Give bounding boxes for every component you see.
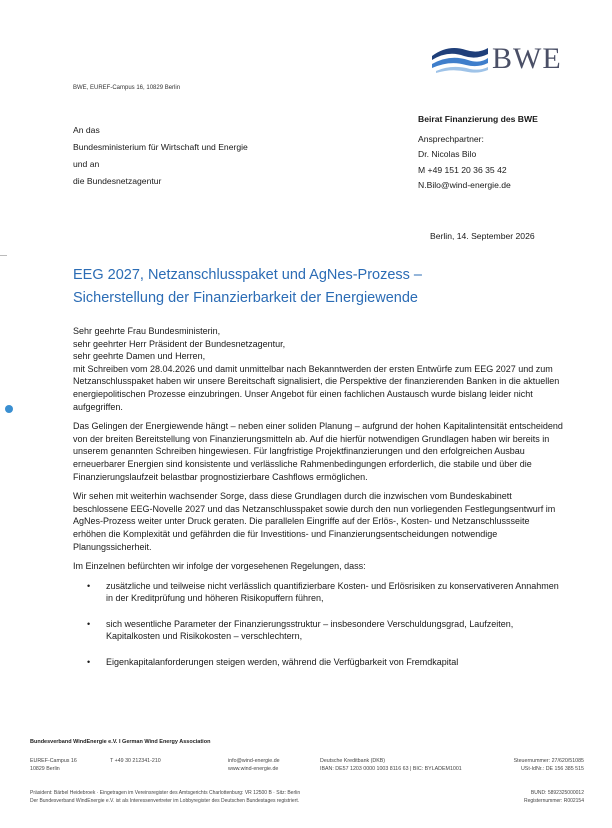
- footer-web: [228, 758, 280, 773]
- salutation-line: Sehr geehrte Frau Bundesministerin,: [73, 326, 221, 336]
- recipient-line: die Bundesnetzagentur: [73, 176, 162, 186]
- footer-line: Deutsche Kreditbank (DKB): [320, 758, 386, 764]
- bwe-logo: [430, 40, 570, 76]
- wind-wave-logo-icon: [430, 40, 490, 76]
- footer-registry: [524, 790, 584, 805]
- footer-phone: [110, 758, 161, 766]
- footer-organization: Bundesverband WindEnergie e.V. I German Wind Energy Association: [30, 739, 211, 745]
- recipient-block: [73, 122, 248, 190]
- footer-line: Registernummer: R002154: [523, 797, 584, 804]
- paragraph: Das Gelingen der Energiewende hängt – neben einer soliden Planung – aufgrund der hohen Kapitalintensität entscheidend von der breiten Bereitstellung von Finanzierungsmitteln ab. Auf die hierfür notwendigen Grundlagen haben wir bereits in unserem genannten Schreiben hingewiesen. Für langfristige Projektfinanzierungen und den erfolgreichen Ausbau erneuerbarer Energien sind konsistente und verlässliche Rahmenbedingungen erforderlich, die stabile und über die Finanzierungslaufzeit belastbar prognostizierbare Cashflows ermöglichen.: [73, 421, 563, 482]
- salutation: [73, 325, 563, 363]
- footer-line: IBAN: DE57 1203 0000 1003 8116 63 | BIC: BYLADEM1001: [320, 765, 462, 772]
- paragraph: Im Einzelnen befürchten wir infolge der vorgesehenen Regelungen, dass:: [73, 561, 366, 572]
- contact-block: [418, 112, 538, 194]
- logo-wordmark: BWE: [492, 42, 562, 75]
- paragraph: Wir sehen mit weiterhin wachsender Sorge, dass diese Grundlagen durch die inzwischen vom Bundeskabinett beschlossene EEG-Novelle 2027 und das Netzanschlusspaket sowie durch den nun vorliegenden Festlegungsentwurf im AgNes-Prozess weiter unter Druck geraten. Die parallelen Eingriffe auf der Erlös-, Kosten- und Netzanschlussseite erhöhen die Komplexität und gefährden die für Investitions- und Finanzierungsentscheidungen notwendige Planungssicherheit.: [73, 491, 556, 552]
- footer-line: Präsident: Bärbel Heidebroek · Eingetragen im Vereinsregister des Amtsgerichts Charlottenburg: VR 12500 B · Sitz: Berlin: [30, 790, 301, 796]
- footer-line: info@wind-energie.de: [228, 758, 280, 764]
- footer-line: Der Bundesverband WindEnergie e.V. ist als Interessenvertreter im Lobbyregister des Deutschen Bundestages registriert.: [30, 797, 300, 804]
- contact-title: Beirat Finanzierung des BWE: [418, 114, 538, 124]
- salutation-line: sehr geehrte Damen und Herren,: [73, 351, 206, 362]
- footer-legal: [30, 790, 300, 805]
- letter-date: Berlin, 14. September 2026: [430, 231, 535, 241]
- concern-list: [73, 580, 563, 669]
- contact-label: Ansprechpartner:: [418, 133, 484, 144]
- footer-line: USt-IdNr.: DE 156 385 515: [520, 765, 584, 772]
- list-item: • sich wesentliche Parameter der Finanzierungsstruktur – insbesondere Verschuldungsgrad, Laufzeiten, Kapitalkosten und Risikokosten – verschlechtern,: [73, 618, 563, 643]
- footer-line: BUND: 5892325000012: [530, 790, 584, 796]
- recipient-line: und an: [73, 159, 100, 169]
- footer-line: EUREF-Campus 16: [30, 758, 77, 764]
- list-item: • Eigenkapitalanforderungen steigen werden, während die Verfügbarkeit von Fremdkapital: [73, 656, 563, 669]
- annotation-marker-icon[interactable]: [5, 405, 13, 413]
- fold-mark: [0, 255, 7, 256]
- recipient-line: An das: [73, 125, 100, 135]
- subject-line: Sicherstellung der Finanzierbarkeit der Energiewende: [73, 290, 418, 306]
- footer-line: Steuernummer: 27/620/51085: [513, 758, 584, 764]
- footer-address: [30, 758, 77, 773]
- recipient-line: Bundesministerium für Wirtschaft und Energie: [73, 142, 248, 152]
- footer-tax: [514, 758, 584, 773]
- sender-address: BWE, EUREF-Campus 16, 10829 Berlin: [73, 85, 181, 91]
- paragraph: mit Schreiben vom 28.04.2026 und damit unmittelbar nach Bekanntwerden der ersten Entwürfe zum EEG 2027 und zum Netzanschlusspaket haben wir unsere Bereitschaft signalisiert, die Perspektive der finanzierenden Banken in die aktuellen energiepolitischen Prozesse einzubringen. Unser Angebot für einen fachlichen Austausch wurde bislang leider nicht aufgegriffen.: [73, 363, 560, 412]
- contact-email[interactable]: N.Bilo@wind-energie.de: [418, 180, 511, 190]
- subject-heading: [73, 264, 543, 310]
- contact-name: Dr. Nicolas Bilo: [418, 149, 477, 159]
- footer-line: www.wind-energie.de: [228, 765, 279, 772]
- contact-phone: M +49 151 20 36 35 42: [418, 164, 507, 175]
- letter-body: [73, 325, 563, 682]
- footer-bank: [320, 758, 462, 773]
- list-item: • zusätzliche und teilweise nicht verlässlich quantifizierbare Kosten- und Erlösrisiken zu konservativeren Annahmen in der Kreditprüfung und höheren Risikopuffern führen,: [73, 580, 563, 605]
- subject-line: EEG 2027, Netzanschlusspaket und AgNes-Prozess –: [73, 267, 422, 283]
- footer-line: 10829 Berlin: [30, 765, 60, 772]
- salutation-line: sehr geehrter Herr Präsident der Bundesnetzagentur,: [73, 338, 286, 349]
- footer-line: T +49 30 212341-210: [110, 758, 161, 764]
